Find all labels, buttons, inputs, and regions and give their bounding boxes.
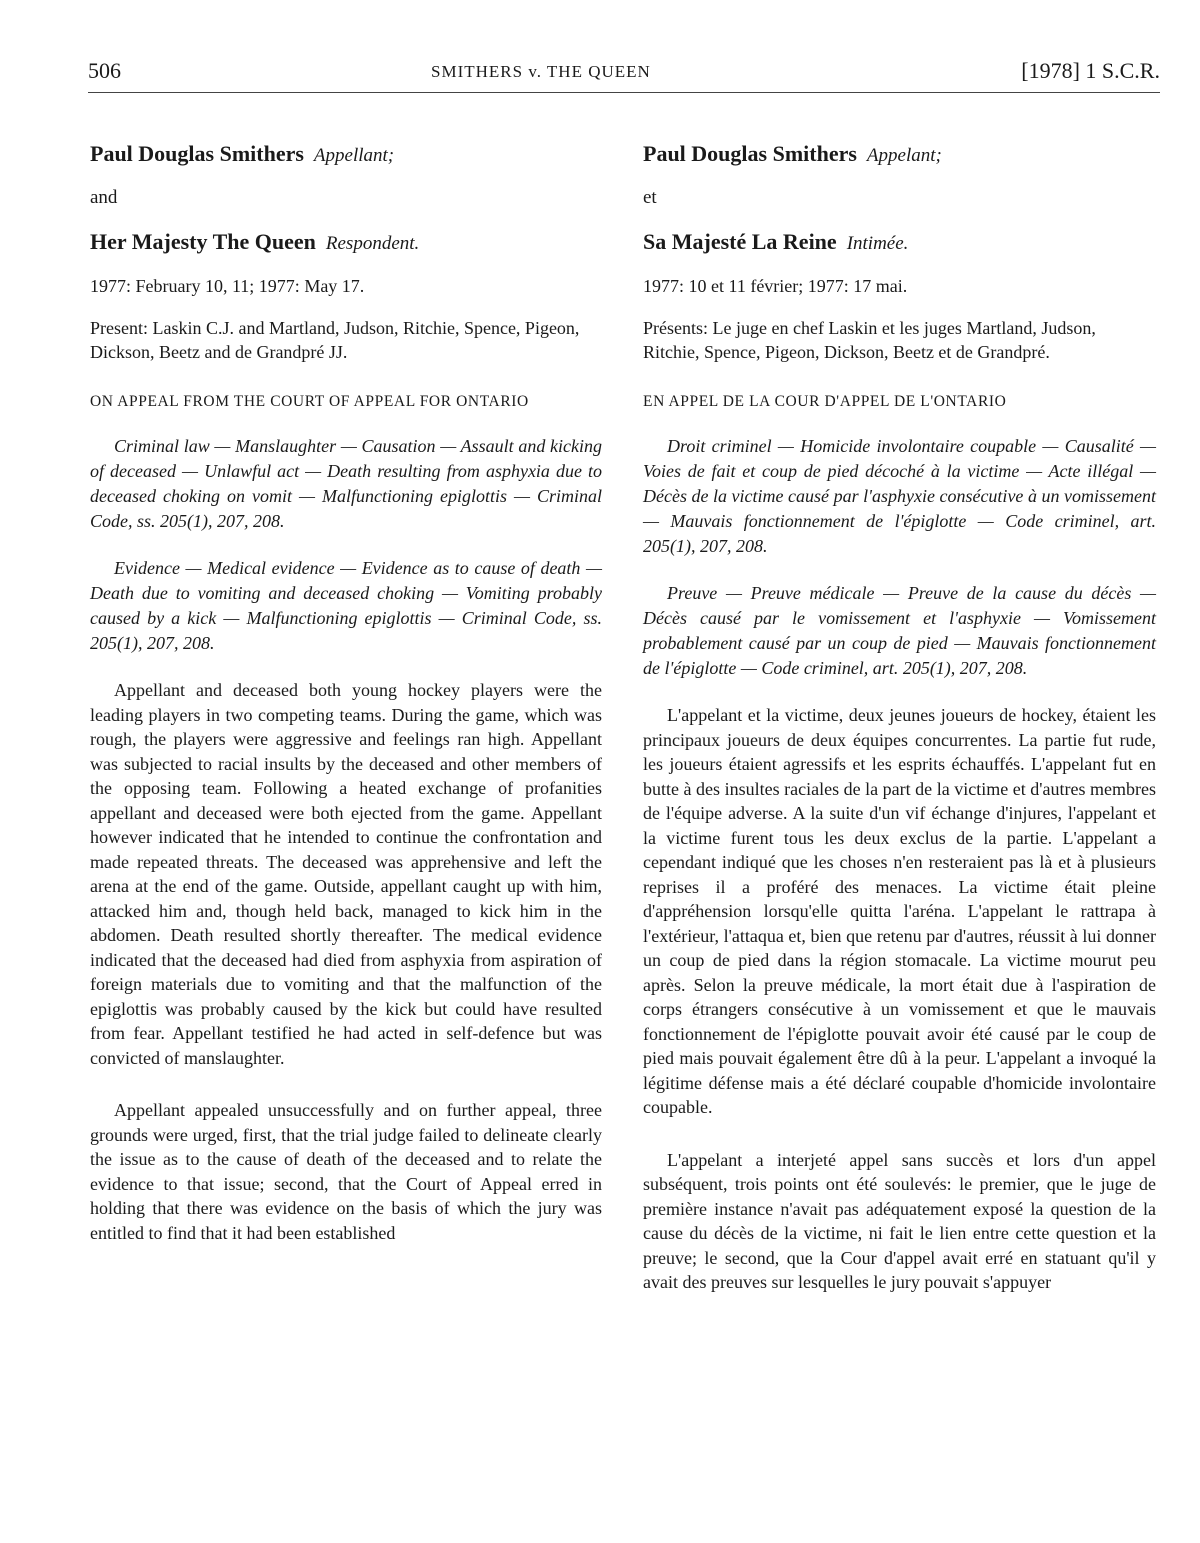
headnote-paragraph-1-fr: L'appelant et la victime, deux jeunes joueurs de hockey, étaient les principaux joueurs de deux équipes concurrentes. La partie fut rude, les joueurs étaient agressifs et les esprits échauffés. L'appelant fut en butte à des insultes raciales de la part de la victime et d'autres membres de l'équipe adverse. A la suite d'un vif échange d'injures, l'appelant et la victime furent tous les deux exclus de la partie. L'appelant a cependant indiqué que les choses n'en resteraient pas là et à plusieurs reprises il a proféré des menaces. La victime était pleine d'appréhension lorsqu'elle quitta l'aréna. L'appelant le rattrapa à l'extérieur, l'attaqua et, bien que retenu par d'autres, réussit à lui donner un coup de pied dans la région stomacale. La victime mourut peu après. Selon la preuve médicale, la mort était due à l'aspiration de corps étrangers consécutive à un vomissement et que le mauvais fonctionnement de l'épiglotte pouvait avoir été causé par le coup de pied mais pouvait également être dû à la peur. L'appelant a invoqué la légitime défense mais a été déclaré coupable d'homicide involontaire coupable.: [643, 705, 1156, 1117]
appellant-role: Appellant;: [313, 145, 395, 166]
catchwords-criminal-law: Criminal law — Manslaughter — Causation — Assault and kicking of deceased — Unlawful act — Death resulting from asphyxia due to deceased choking on vomit — Malfunctioning epiglottis — Criminal Code, ss. 205(1), 207, 208.: [90, 436, 602, 531]
respondent-line-fr: [643, 228, 1156, 258]
hearing-dates-fr: 1977: 10 et 11 février; 1977: 17 mai.: [643, 276, 908, 296]
page-number: 506: [88, 58, 121, 83]
appellant-name: Paul Douglas Smithers: [90, 141, 304, 166]
appellant-line-fr: [643, 140, 1156, 170]
headnote-paragraph-1: Appellant and deceased both young hockey players were the leading players in two competing teams. During the game, which was rough, the players were aggressive and feelings ran high. Appellant was subjected to racial insults by the deceased and other members of the opposing team. Following a heated exchange of profanities appellant and deceased were both ejected from the game. Appellant however indicated that he intended to continue the confrontation and made repeated threats. The deceased was apprehensive and left the arena at the end of the game. Outside, appellant caught up with him, attacked him and, though held back, managed to kick him in the abdomen. Death resulted shortly thereafter. The medical evidence indicated that the deceased had died from asphyxia from aspiration of foreign materials due to vomiting and that the malfunction of the epiglottis was probably caused by the kick but could have resulted from fear. Appellant testified he had acted in self-defence but was convicted of manslaughter.: [90, 680, 602, 1068]
respondent-role-fr: Intimée.: [846, 233, 909, 254]
hearing-dates: 1977: February 10, 11; 1977: May 17.: [90, 276, 365, 296]
respondent-name-fr: Sa Majesté La Reine: [643, 229, 837, 254]
header-rule: [88, 92, 1160, 93]
french-column: [643, 140, 1156, 1323]
appellant-role-fr: Appelant;: [866, 145, 942, 166]
conjunction-fr: et: [643, 187, 657, 208]
catchwords-evidence-fr: Preuve — Preuve médicale — Preuve de la cause du décès — Décès causé par le vomissement et l'asphyxie — Vomissement probablement causé par un coup de pied — Mauvais fonctionnement de l'épiglotte — Code criminel, art. 205(1), 207, 208.: [643, 583, 1156, 678]
headnote-paragraph-2-fr: L'appelant a interjeté appel sans succès et lors d'un appel subséquent, trois points ont été soulevés: le premier, que le juge de première instance n'avait pas adéquatement exposé la question de la cause du décès de la victime, ni fait le lien entre cette question et la preuve; le second, que la Cour d'appel avait erré en statuant qu'il y avait des preuves sur lesquelles le jury pouvait s'appuyer: [643, 1149, 1156, 1292]
headnote-paragraph-2: Appellant appealed unsuccessfully and on further appeal, three grounds were urged, first, that the trial judge failed to delineate clearly the issue as to the cause of death of the deceased and to relate the evidence to that issue; second, that the Court of Appeal erred in holding that there was evidence on the basis of which the jury was entitled to find that it had been established: [90, 1100, 602, 1243]
report-citation: [1978] 1 S.C.R.: [1021, 58, 1160, 83]
appellant-name-fr: Paul Douglas Smithers: [643, 141, 857, 166]
respondent-role: Respondent.: [325, 233, 420, 254]
catchwords-evidence: Evidence — Medical evidence — Evidence as to cause of death — Death due to vomiting and deceased choking — Vomiting probably caused by a kick — Malfunctioning epiglottis — Criminal Code, ss. 205(1), 207, 208.: [90, 558, 602, 653]
catchwords-criminal-law-fr: Droit criminel — Homicide involontaire coupable — Causalité — Voies de fait et coup de pied décoché à la victime — Acte illégal — Décès de la victime causé par l'asphyxie consécutive à un vomissement — Mauvais fonctionnement de l'épiglotte — Code criminel, art. 205(1), 207, 208.: [643, 436, 1156, 556]
respondent-line: [90, 228, 602, 258]
running-title: SMITHERS v. THE QUEEN: [431, 62, 651, 81]
appeal-from-fr: EN APPEL DE LA COUR D'APPEL DE L'ONTARIO: [643, 393, 1007, 410]
bench-present-fr: Présents: Le juge en chef Laskin et les juges Martland, Judson, Ritchie, Spence, Pigeon, Dickson, Beetz et de Grandpré.: [643, 318, 1096, 362]
appeal-from: ON APPEAL FROM THE COURT OF APPEAL FOR ONTARIO: [90, 393, 529, 410]
running-header: [88, 58, 1160, 98]
bench-present: Present: Laskin C.J. and Martland, Judson, Ritchie, Spence, Pigeon, Dickson, Beetz and de Grandpré JJ.: [90, 318, 580, 362]
english-column: [90, 140, 602, 1273]
conjunction: and: [90, 187, 118, 208]
appellant-line: [90, 140, 602, 170]
respondent-name: Her Majesty The Queen: [90, 229, 316, 254]
